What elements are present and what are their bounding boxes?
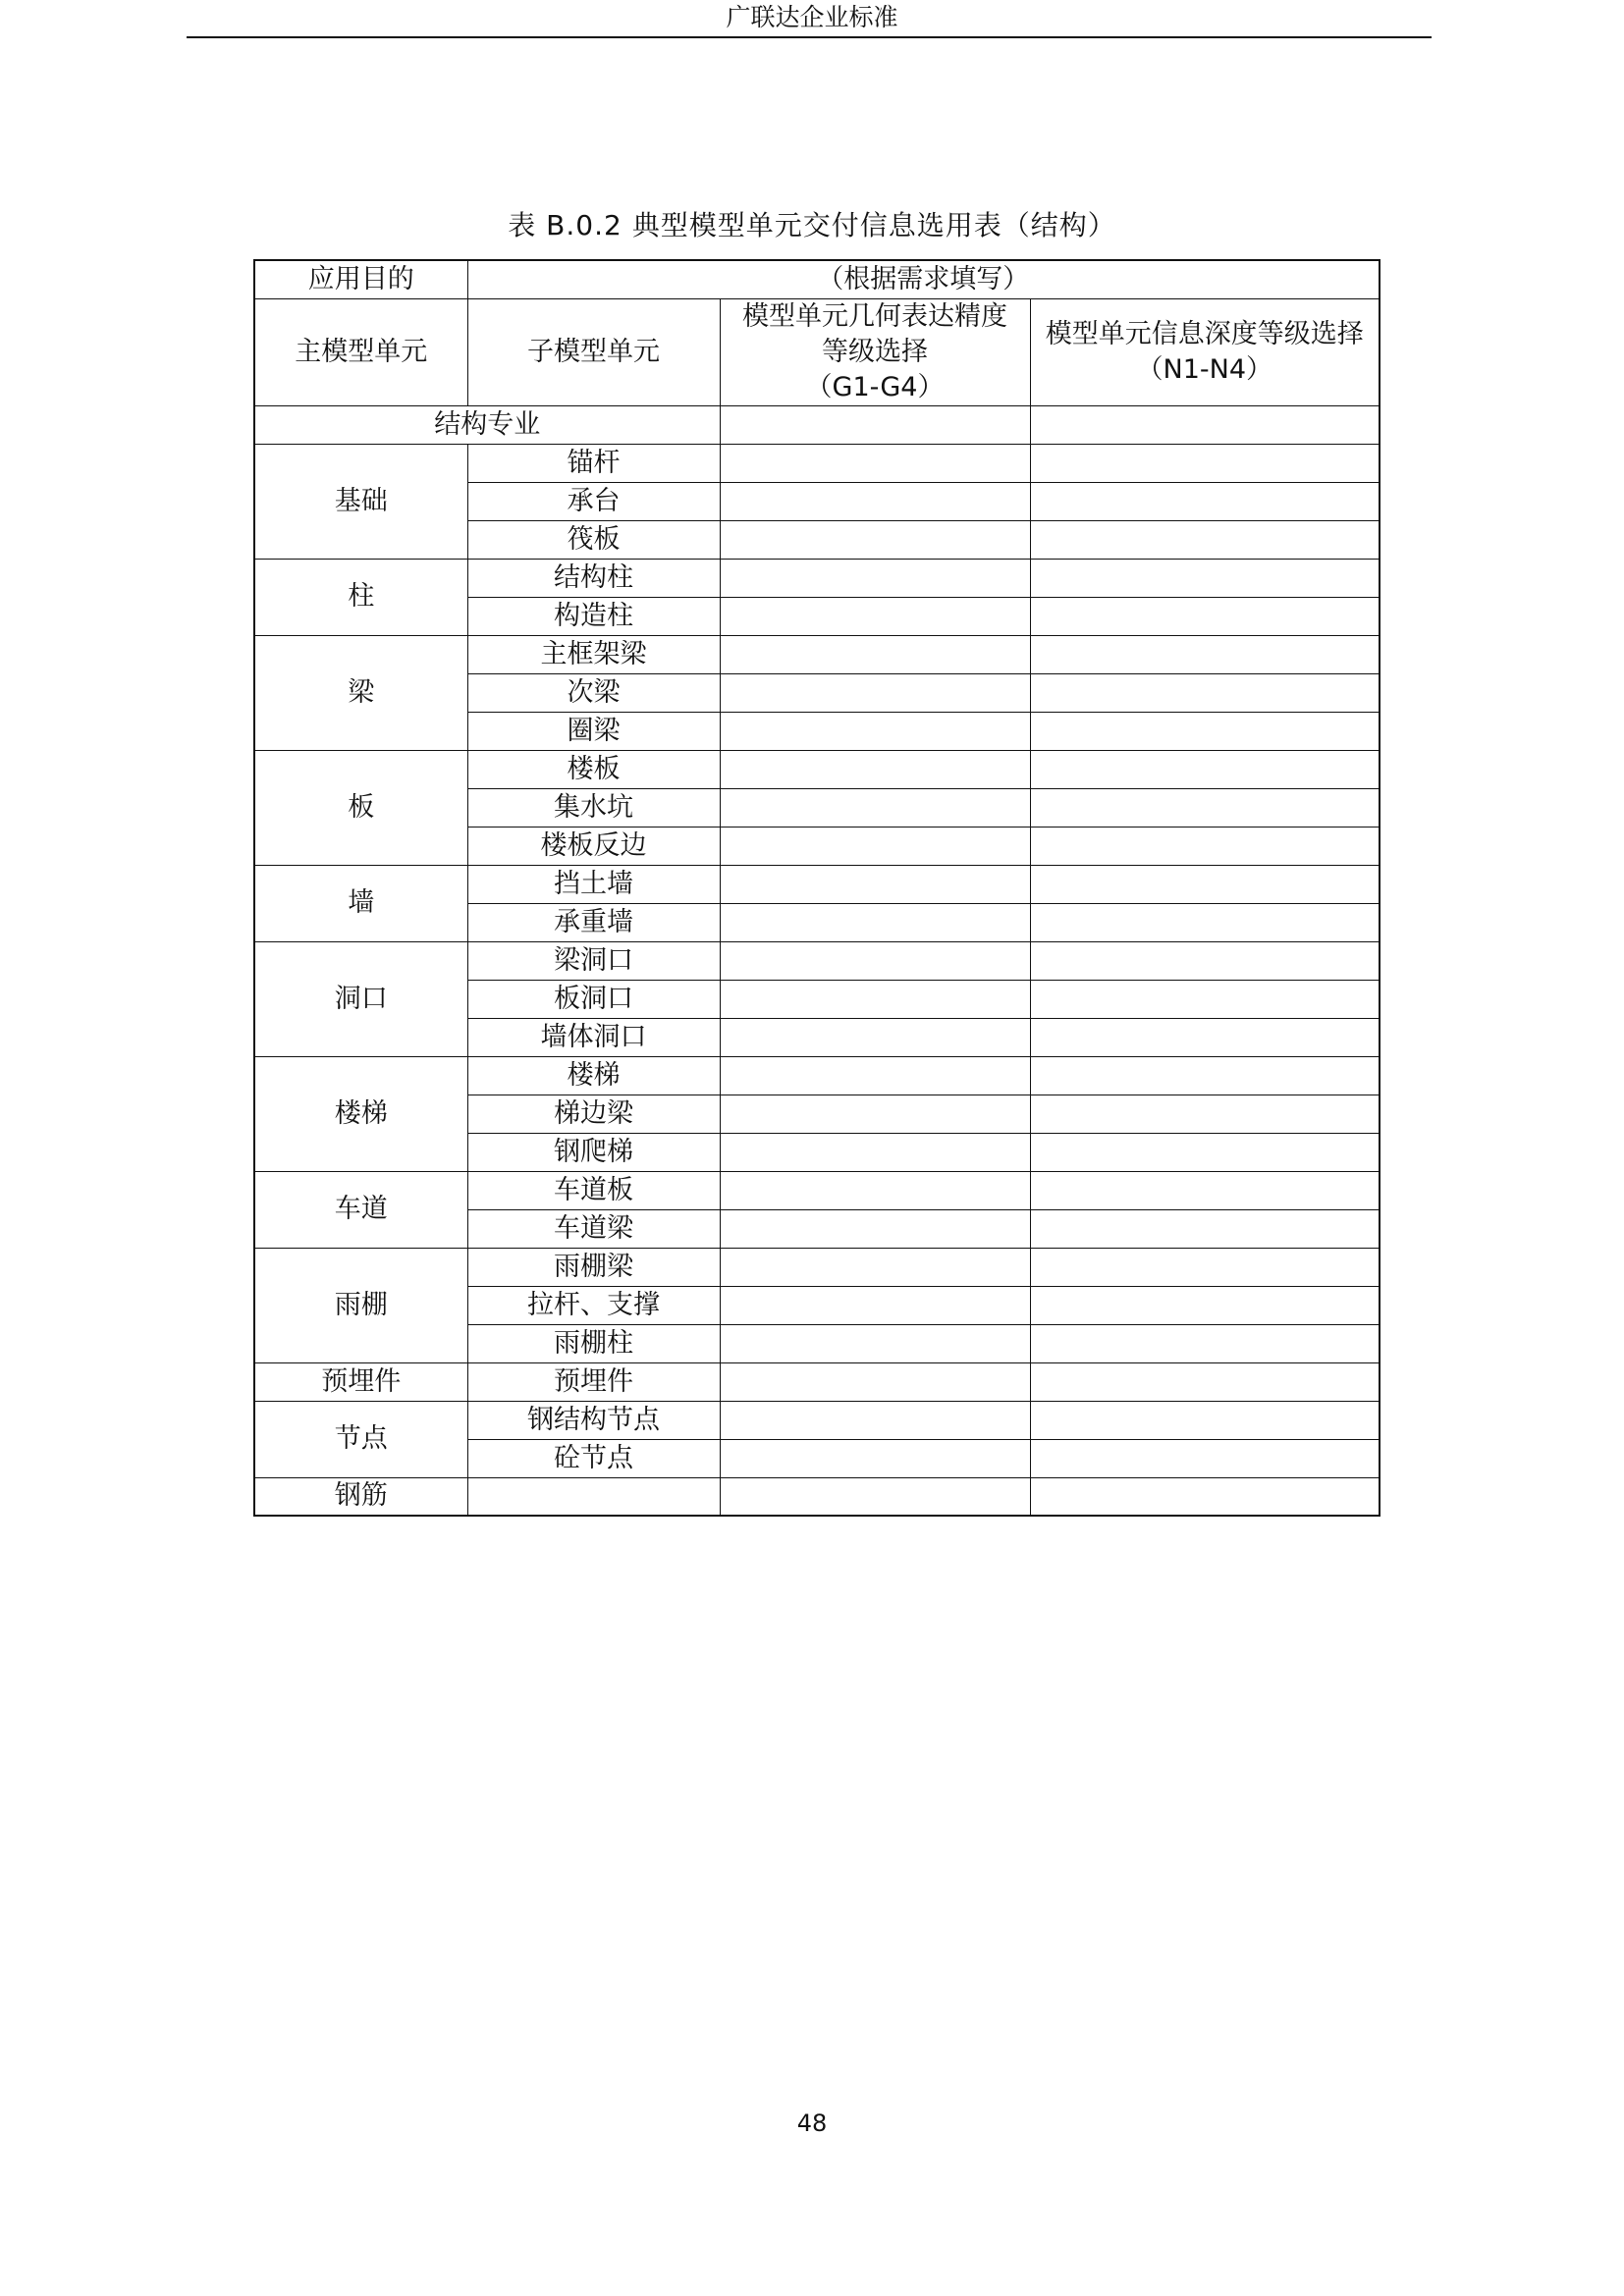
sub-unit-cell: 车道板	[467, 1171, 720, 1209]
column-header-row	[254, 298, 1380, 405]
information-level-cell[interactable]	[1030, 1401, 1380, 1439]
main-unit-cell: 墙	[254, 865, 467, 941]
table-row	[254, 865, 1380, 903]
information-level-cell[interactable]	[1030, 1018, 1380, 1056]
purpose-input-cell[interactable]: （根据需求填写）	[467, 260, 1380, 298]
geometry-level-cell[interactable]	[720, 1324, 1030, 1362]
information-level-cell[interactable]	[1030, 827, 1380, 865]
information-level-cell[interactable]	[1030, 1286, 1380, 1324]
information-level-cell[interactable]	[1030, 1248, 1380, 1286]
sub-unit-cell: 主框架梁	[467, 635, 720, 673]
sub-unit-cell: 拉杆、支撑	[467, 1286, 720, 1324]
page-header-title: 广联达企业标准	[726, 3, 898, 31]
sub-unit-cell: 梁洞口	[467, 941, 720, 980]
geometry-level-cell[interactable]	[720, 673, 1030, 712]
sub-unit-cell: 次梁	[467, 673, 720, 712]
information-level-cell[interactable]	[1030, 903, 1380, 941]
table-row	[254, 750, 1380, 788]
discipline-information-cell[interactable]	[1030, 405, 1380, 444]
geometry-header-line3: （G1-G4）	[805, 371, 945, 402]
sub-unit-cell: 钢爬梯	[467, 1133, 720, 1171]
sub-unit-cell: 雨棚梁	[467, 1248, 720, 1286]
information-level-cell[interactable]	[1030, 865, 1380, 903]
discipline-geometry-cell[interactable]	[720, 405, 1030, 444]
geometry-header-line1: 模型单元几何表达精度	[742, 300, 1007, 332]
geometry-level-cell[interactable]	[720, 1056, 1030, 1095]
geometry-level-cell[interactable]	[720, 1477, 1030, 1516]
geometry-level-cell[interactable]	[720, 1018, 1030, 1056]
column-header-main: 主模型单元	[254, 298, 467, 405]
geometry-level-cell[interactable]	[720, 635, 1030, 673]
column-header-geometry	[720, 298, 1030, 405]
information-level-cell[interactable]	[1030, 788, 1380, 827]
table-body	[254, 260, 1380, 1516]
information-level-cell[interactable]	[1030, 559, 1380, 597]
information-level-cell[interactable]	[1030, 980, 1380, 1018]
sub-unit-cell: 楼板反边	[467, 827, 720, 865]
sub-unit-cell: 锚杆	[467, 444, 720, 482]
sub-unit-cell: 楼梯	[467, 1056, 720, 1095]
table-caption: 表 B.0.2 典型模型单元交付信息选用表（结构）	[508, 209, 1116, 241]
table-row	[254, 1171, 1380, 1209]
table-row	[254, 1477, 1380, 1516]
main-unit-cell: 预埋件	[254, 1362, 467, 1401]
table-row	[254, 635, 1380, 673]
information-level-cell[interactable]	[1030, 520, 1380, 559]
information-level-cell[interactable]	[1030, 750, 1380, 788]
geometry-level-cell[interactable]	[720, 1248, 1030, 1286]
sub-unit-cell: 板洞口	[467, 980, 720, 1018]
information-level-cell[interactable]	[1030, 1095, 1380, 1133]
information-level-cell[interactable]	[1030, 1362, 1380, 1401]
information-level-cell[interactable]	[1030, 941, 1380, 980]
sub-unit-cell	[467, 1477, 720, 1516]
geometry-level-cell[interactable]	[720, 1209, 1030, 1248]
geometry-level-cell[interactable]	[720, 788, 1030, 827]
geometry-level-cell[interactable]	[720, 1439, 1030, 1477]
main-unit-cell: 楼梯	[254, 1056, 467, 1171]
main-unit-cell: 钢筋	[254, 1477, 467, 1516]
sub-unit-cell: 结构柱	[467, 559, 720, 597]
discipline-row	[254, 405, 1380, 444]
information-level-cell[interactable]	[1030, 635, 1380, 673]
sub-unit-cell: 钢结构节点	[467, 1401, 720, 1439]
sub-unit-cell: 雨棚柱	[467, 1324, 720, 1362]
geometry-level-cell[interactable]	[720, 1286, 1030, 1324]
table-row	[254, 1401, 1380, 1439]
sub-unit-cell: 挡土墙	[467, 865, 720, 903]
main-unit-cell: 洞口	[254, 941, 467, 1056]
geometry-level-cell[interactable]	[720, 712, 1030, 750]
geometry-level-cell[interactable]	[720, 559, 1030, 597]
main-unit-cell: 柱	[254, 559, 467, 635]
table-row	[254, 559, 1380, 597]
table-row	[254, 1248, 1380, 1286]
information-level-cell[interactable]	[1030, 1439, 1380, 1477]
information-level-cell[interactable]	[1030, 1171, 1380, 1209]
sub-unit-cell: 集水坑	[467, 788, 720, 827]
main-unit-cell: 车道	[254, 1171, 467, 1248]
header-divider	[187, 36, 1432, 38]
information-level-cell[interactable]	[1030, 712, 1380, 750]
geometry-level-cell[interactable]	[720, 865, 1030, 903]
geometry-level-cell[interactable]	[720, 750, 1030, 788]
sub-unit-cell: 圈梁	[467, 712, 720, 750]
sub-unit-cell: 梯边梁	[467, 1095, 720, 1133]
information-level-cell[interactable]	[1030, 597, 1380, 635]
information-level-cell[interactable]	[1030, 1209, 1380, 1248]
page-number: 48	[796, 2109, 828, 2137]
geometry-level-cell[interactable]	[720, 520, 1030, 559]
geometry-level-cell[interactable]	[720, 941, 1030, 980]
main-unit-cell: 节点	[254, 1401, 467, 1477]
sub-unit-cell: 砼节点	[467, 1439, 720, 1477]
geometry-level-cell[interactable]	[720, 1401, 1030, 1439]
table-row	[254, 444, 1380, 482]
main-unit-cell: 板	[254, 750, 467, 865]
information-level-cell[interactable]	[1030, 1133, 1380, 1171]
table-row	[254, 941, 1380, 980]
table-row	[254, 1056, 1380, 1095]
information-level-cell[interactable]	[1030, 482, 1380, 520]
information-level-cell[interactable]	[1030, 1056, 1380, 1095]
column-header-information	[1030, 298, 1380, 405]
geometry-header-line2: 等级选择	[822, 336, 928, 367]
geometry-level-cell[interactable]	[720, 1171, 1030, 1209]
sub-unit-cell: 承重墙	[467, 903, 720, 941]
information-header-line2: （N1-N4）	[1136, 353, 1272, 385]
information-level-cell[interactable]	[1030, 444, 1380, 482]
sub-unit-cell: 墙体洞口	[467, 1018, 720, 1056]
main-unit-cell: 梁	[254, 635, 467, 750]
purpose-row	[254, 260, 1380, 298]
information-header-line1: 模型单元信息深度等级选择	[1045, 318, 1364, 349]
geometry-level-cell[interactable]	[720, 444, 1030, 482]
geometry-level-cell[interactable]	[720, 1095, 1030, 1133]
sub-unit-cell: 承台	[467, 482, 720, 520]
geometry-level-cell[interactable]	[720, 903, 1030, 941]
table-row	[254, 1362, 1380, 1401]
information-level-cell[interactable]	[1030, 1477, 1380, 1516]
main-unit-cell: 雨棚	[254, 1248, 467, 1362]
information-level-cell[interactable]	[1030, 1324, 1380, 1362]
information-level-cell[interactable]	[1030, 673, 1380, 712]
sub-unit-cell: 筏板	[467, 520, 720, 559]
geometry-level-cell[interactable]	[720, 597, 1030, 635]
sub-unit-cell: 车道梁	[467, 1209, 720, 1248]
geometry-level-cell[interactable]	[720, 482, 1030, 520]
sub-unit-cell: 预埋件	[467, 1362, 720, 1401]
structure-delivery-table	[253, 259, 1380, 1517]
geometry-level-cell[interactable]	[720, 1133, 1030, 1171]
discipline-label: 结构专业	[254, 405, 720, 444]
geometry-level-cell[interactable]	[720, 980, 1030, 1018]
purpose-label: 应用目的	[254, 260, 467, 298]
geometry-level-cell[interactable]	[720, 1362, 1030, 1401]
column-header-sub: 子模型单元	[467, 298, 720, 405]
geometry-level-cell[interactable]	[720, 827, 1030, 865]
main-unit-cell: 基础	[254, 444, 467, 559]
sub-unit-cell: 构造柱	[467, 597, 720, 635]
sub-unit-cell: 楼板	[467, 750, 720, 788]
